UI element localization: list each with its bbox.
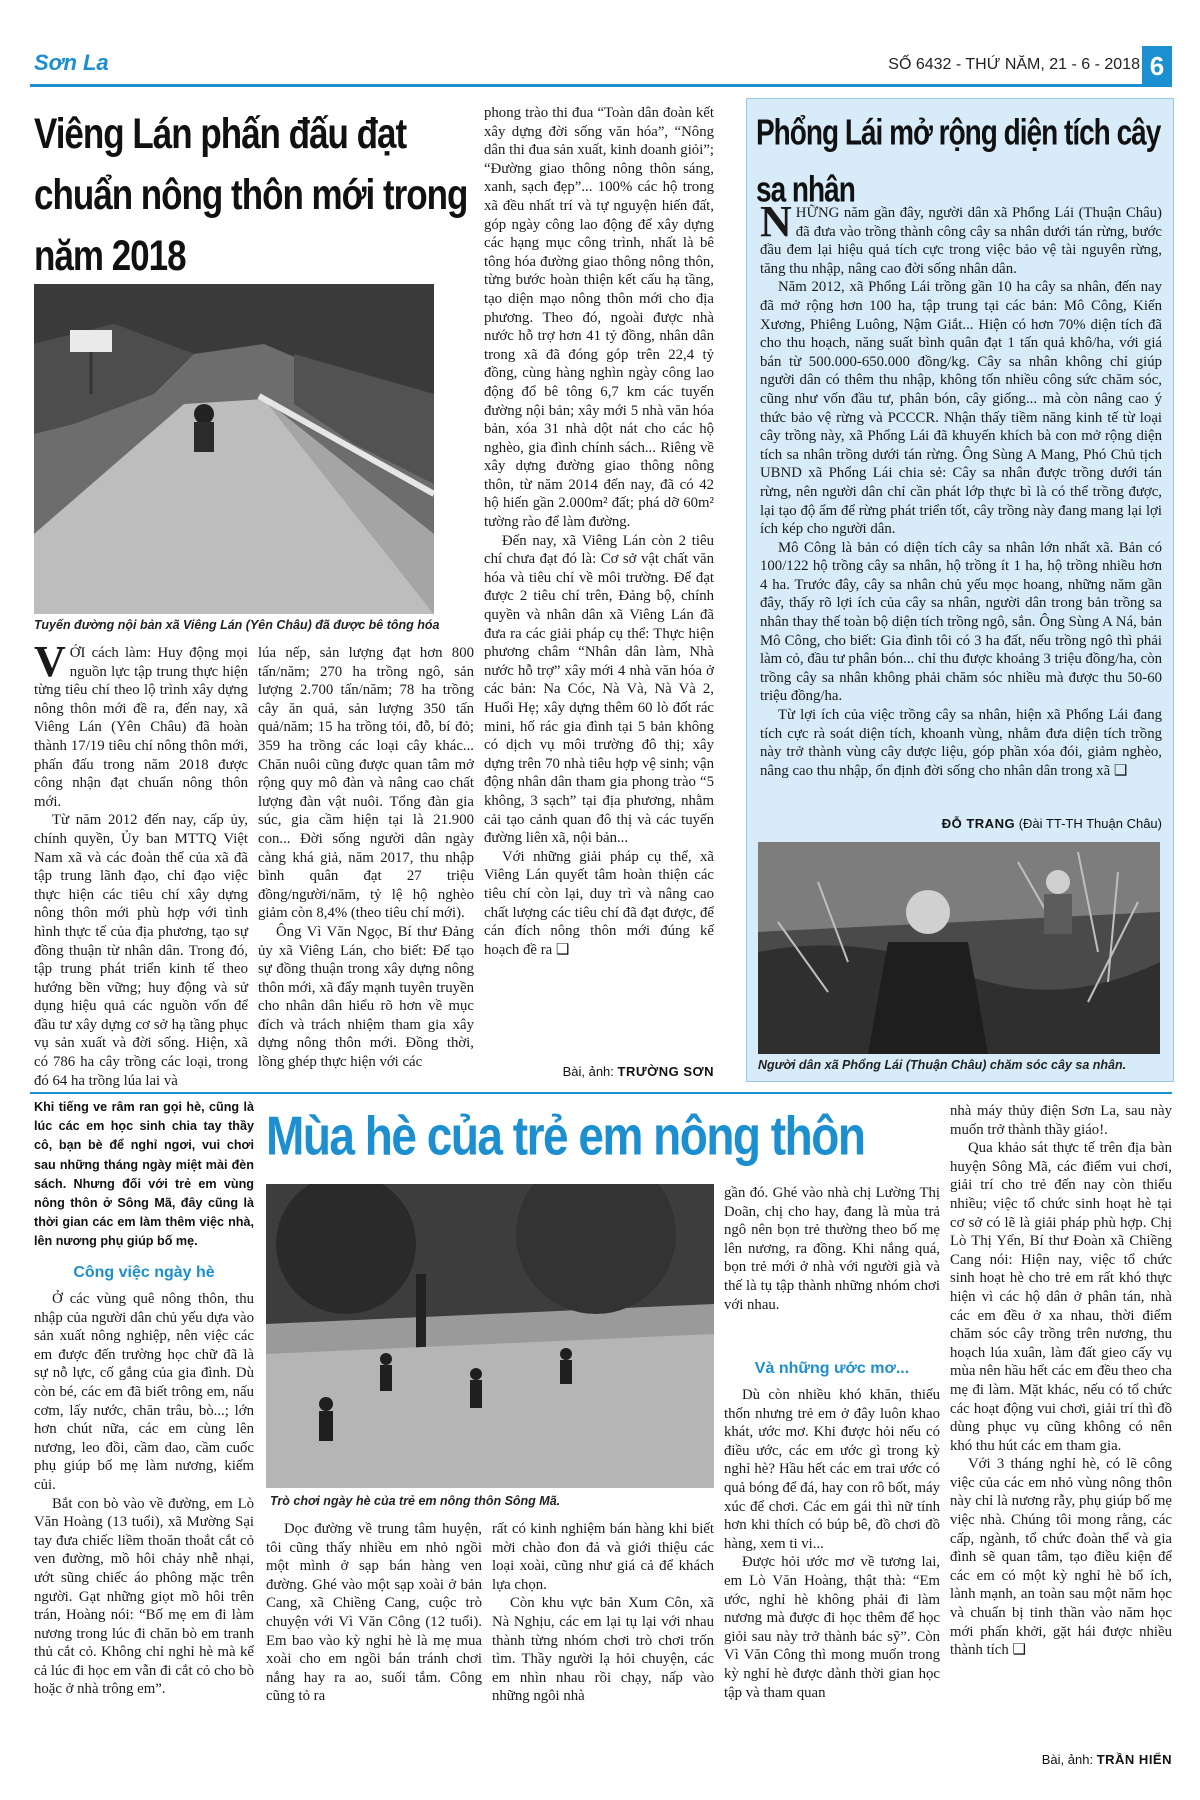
article3-column-3 xyxy=(492,1520,714,1706)
byline-prefix: Bài, ảnh: xyxy=(1041,1752,1094,1767)
article1-column-1 xyxy=(34,637,248,1090)
article3-column-2 xyxy=(266,1520,482,1706)
article3-title: Mùa hè của trẻ em nông thôn xyxy=(266,1104,865,1167)
article3-paragraph: Với 3 tháng nghỉ hè, có lẽ công việc của các em nhỏ vùng nông thôn này chỉ là nương rẫy, phụ giúp bố mẹ việc nhà. Chúng tôi mong rằng, các cấp, ngành, tổ chức đoàn thể và gia đình sẽ quan tâm, tạo điều kiện để các em có một kỳ nghỉ hè bổ ích, lành mạnh, an toàn sau một năm học và chuẩn bị tinh thần vào năm học mới phấn khởi, gặt hái được nhiều thành tích ❑ xyxy=(950,1456,1172,1659)
byline-author: TRƯỜNG SƠN xyxy=(617,1064,714,1079)
article2-byline xyxy=(760,816,1162,831)
article2-photo-caption: Người dân xã Phổng Lái (Thuận Châu) chăm sóc cây sa nhân. xyxy=(758,1058,1127,1072)
article3-paragraph: Dù còn nhiều khó khăn, thiếu thốn nhưng trẻ em ở đây luôn khao khát, ước mơ. Khi được hỏi nếu có điều ước, các em ước gì trong kỳ nghỉ hè? Hầu hết các em trai ước có quả bóng để đá, hay con rô bốt, máy xúc để chơi. Các em gái thì nữ tính hơn khi thích có búp bê, đồ chơi đồ hàng, xem ti vi... xyxy=(724,1387,940,1552)
article1-paragraph: Ông Vì Văn Ngọc, Bí thư Đảng ủy xã Viêng Lán, cho biết: Để tạo sự đồng thuận trong xây dựng nông thôn mới, xã đẩy mạnh tuyên truyền cho nhân dân hiểu rõ hơn về mục đích và trách nhiệm tham gia xây dựng nông thôn mới. Đồng thời, lồng ghép thực hiện với các xyxy=(258,923,474,1071)
article3-column-1 xyxy=(34,1290,254,1699)
section-separator xyxy=(30,1092,1172,1094)
article2-title: Phổng Lái mở rộng diện tích cây sa nhân xyxy=(756,111,1161,210)
byline-author: TRẦN HIỂN xyxy=(1096,1752,1172,1767)
article2-paragraph: NHỮNG năm gần đây, người dân xã Phổng Lái (Thuận Châu) đã đưa vào trồng thành công cây sa nhân dưới tán rừng, bước đầu đem lại hiệu quả tích cực trong việc bảo vệ tài nguyên rừng, tăng thu nhập, nâng cao đời sống nhân dân. xyxy=(760,197,1162,277)
article3-photo-caption: Trò chơi ngày hè của trẻ em nông thôn Sông Mã. xyxy=(270,1494,561,1508)
section-name: Sơn La xyxy=(34,50,109,75)
article3-paragraph: Ở các vùng quê nông thôn, thu nhập của người dân chủ yếu dựa vào sản xuất nông nghiệp, nên việc các em được đến trường học chữ đã là sự nỗ lực, cố gắng của gia đình. Dù còn bé, các em đã biết trông em, nấu cơm, lấy nước, chăn trâu, bò...; lớn hơn chút nữa, các em cùng lên nương, leo đồi, cầm dao, cầm cuốc phụ giúp bố mẹ làm nương, kiếm củi. xyxy=(34,1291,254,1493)
article3-paragraph: gần đó. Ghé vào nhà chị Lường Thị Doãn, chị cho hay, đang là mùa trả ngô nên bọn trẻ thường theo bố mẹ lên nương, ra đồng. Khi nắng quá, bọn trẻ mới ở nhà với người già và thế là tụ tập thành những nhóm chơi với nhau. xyxy=(724,1185,940,1313)
article3-paragraph: nhà máy thủy điện Sơn La, sau này muốn trở thành thầy giáo!. xyxy=(950,1103,1172,1138)
article1-paragraph: lúa nếp, sản lượng đạt hơn 800 tấn/năm; 270 ha trồng ngô, sản lượng 2.700 tấn/năm; 78 ha trồng cây ăn quả, sản lượng 350 tấn quả/năm; 15 ha trồng tỏi, đỗ, bí đỏ; 359 ha trồng các loại cây khác... Chăn nuôi cũng được quan tâm mở rộng quy mô đàn và nâng cao chất lượng đàn vật nuôi. Tổng đàn gia súc, gia cầm hiện tại là 21.900 con... Đời sống người dân ngày càng khá giả, năm 2017, thu nhập bình quân đạt 27 triệu đồng/người/năm, tỷ lệ hộ nghèo giảm còn 8,4% (theo tiêu chí mới). xyxy=(258,645,474,922)
byline-org: (Đài TT-TH Thuận Châu) xyxy=(1018,816,1162,831)
article1-photo-caption: Tuyến đường nội bản xã Viêng Lán (Yên Châu) đã được bê tông hóa xyxy=(34,618,440,632)
article3-byline xyxy=(950,1752,1172,1767)
article3-paragraph: Dọc đường về trung tâm huyện, tôi cũng thấy nhiều em nhỏ ngồi một mình ở sạp bán hàng ven đường. Ghé vào một sạp xoài ở bản Cang, xã Chiềng Cang, cuộc trò chuyện với Vì Văn Công (12 tuổi). Em bao vào kỳ nghỉ hè là mẹ mua xoài cho em ngồi bán tránh chơi nắng hay ra ao, suối tắm. Công cũng tỏ ra xyxy=(266,1521,482,1705)
article3-column-4 xyxy=(724,1184,940,1314)
article1-title: Viêng Lán phấn đấu đạt chuẩn nông thôn mới trong năm 2018 xyxy=(34,110,468,280)
article3-column-4b xyxy=(724,1386,940,1702)
issue-date: SỐ 6432 - THỨ NĂM, 21 - 6 - 2018 xyxy=(888,56,1140,73)
article1-column-3 xyxy=(484,104,714,959)
article1-photo xyxy=(34,284,434,614)
article3-paragraph: Qua khảo sát thực tế trên địa bàn huyện Sông Mã, các điểm vui chơi, giải trí cho trẻ đến nay còn thiếu nhiều; việc tổ chức sinh hoạt hè tại cơ sở có lẽ là giải pháp phù hợp. Chị Lò Thị Yến, Bí thư Đoàn xã Chiềng Cang nói: Hiện nay, việc tổ chức sinh hoạt hè cho trẻ em rất khó thực hiện vì các hộ dân ở phân tán, nhà các em đều ở xa nhau, thời điểm chăm sóc cây trồng trên nương, thu hoạch lúa xuân, làm đất gieo cấy vụ mùa nên hầu hết các em đều theo cha mẹ đi làm. Mặt khác, nếu có tổ chức các hoạt động vui chơi, giải trí thì đồ dùng phục vụ cũng không có nên khó thu hút các em tham gia. xyxy=(950,1140,1172,1454)
article1-paragraph: phong trào thi đua “Toàn dân đoàn kết xây dựng đời sống văn hóa”, “Nông dân thi đua sản xuất, kinh doanh giỏi”; “Đường giao thông nông thôn sáng, xanh, sạch đẹp”... 100% các hộ trong xã đều nhất trí và tự nguyện hiến đất, góp ngày công lao động để xây dựng các hạng mục công trình, nhất là bê tông hóa đường giao thông nông thôn, từng bước hoàn thiện kết cấu hạ tầng, tạo diện mạo nông thôn mới cho địa phương. Theo đó, ngoài được nhà nước hỗ trợ hơn 41 tỷ đồng, nhân dân trong xã đã đóng góp trên 22,4 tỷ đồng, cùng hàng nghìn ngày công lao động đổ bê tông 6,7 km các tuyến đường nội bản; xây mới 5 nhà văn hóa bản, xóa 31 nhà dột nát cho các hộ nghèo, gia đình chính sách... Riêng về xây dựng đường giao thông nông thôn, từ năm 2014 đến nay, đã có 42 hộ hiến gần 2.000m² đất; phá dỡ 60m² tường rào để làm đường. xyxy=(484,105,714,531)
article3-subhead-work: Công việc ngày hè xyxy=(73,1264,215,1281)
article1-column-2 xyxy=(258,644,474,1072)
article3-paragraph: Được hỏi ước mơ về tương lai, em Lò Văn Hoàng, thật thà: “Em ước, nghỉ hè không phải đi làm nương mà được đi học thêm để học giỏi sau này trở thành bác sỹ”. Còn Vì Văn Công thì mong muốn trong kỳ nghỉ hè được dành thời gian học tập và tham quan xyxy=(724,1554,940,1701)
article1-paragraph: VỚI cách làm: Huy động mọi nguồn lực tập trung thực hiện từng tiêu chí theo lộ trình xây dựng nông thôn mới đề ra, đến nay, xã Viêng Lán (Yên Châu) đã hoàn thành 17/19 tiêu chí nông thôn mới, phấn đấu trong năm 2018 được công nhận đạt chuẩn nông thôn mới. xyxy=(34,637,248,810)
article3-paragraph: rất có kinh nghiệm bán hàng khi biết mời chào đon đả và giới thiệu các loại xoài, cũng như giá cả để khách lựa chọn. xyxy=(492,1521,714,1593)
article3-paragraph: Bắt con bò vào về đường, em Lò Văn Hoàng (13 tuổi), xã Mường Sại tay đưa chiếc liềm thoăn thoắt cắt cỏ ven đường, mồ hôi chảy nhễ nhại, ướt sũng chiếc áo phông mặc trên người. Gạt những giọt mồ hôi trên trán, Hoàng nói: “Bố mẹ em đi làm nương trong lúc đi chăn bò em tranh thủ cắt cỏ. Không chỉ nghỉ hè mà kể cả lúc đi học em vẫn đi cắt cỏ cho bò hoặc ở nhà trông em”. xyxy=(34,1495,254,1698)
article2-paragraph: Năm 2012, xã Phổng Lái trồng gần 10 ha cây sa nhân, đến nay đã mở rộng hơn 100 ha, tập trung tại các bản: Mô Công, Kiến Xương, Phiêng Luông, Nậm Giắt... Hiện có hơn 70% diện tích đã cho thu hoạch, năng suất bình quân đạt 1 tấn quả khô/ha, với giá bán từ 500.000-650.000 đồng/kg. Cây sa nhân không chỉ giúp người dân có thêm thu nhập, không tốn nhiều công sức chăm sóc, cũng như vốn đầu tư, phân bón, cây giống... mà còn nâng cao ý thức bảo vệ rừng và PCCCR. Nhận thấy tiềm năng kinh tế từ loại cây trồng này, xã Phổng Lái đã khuyến khích bà con mở rộng diện tích sa nhân trồng dưới tán rừng. Ông Sùng A Mang, Phó Chủ tịch UBND xã Phổng Lái chia sẻ: Cây sa nhân được trồng dưới tán rừng, nên người dân chỉ cần phát lớp thực bì là có thể trồng được, lại tạo độ ẩm để rừng phát triển tốt, cây trồng này đang mang lại lợi ích kép cho người dân. xyxy=(760,279,1162,538)
article3-column-5 xyxy=(950,1102,1172,1660)
article3-photo xyxy=(266,1184,714,1488)
article2-photo xyxy=(758,842,1160,1054)
article2-body xyxy=(760,197,1162,780)
article3-subhead-dreams: Và những ước mơ... xyxy=(754,1360,910,1377)
page-number: 6 xyxy=(1142,46,1172,86)
header-rule xyxy=(30,84,1172,87)
article3-paragraph: Còn khu vực bản Xum Côn, xã Nà Nghịu, các em lại tụ lại với nhau thành từng nhóm chơi trò chơi trốn tìm. Thầy người lạ hỏi chuyện, các em nhìn nhau rồi chạy, nấp vào những ngôi nhà xyxy=(492,1595,714,1705)
article2-paragraph: Từ lợi ích của việc trồng cây sa nhân, hiện xã Phổng Lái đang tích cực rà soát diện tích, khoanh vùng, nhằm đưa diện tích trồng này trở thành vùng cây dược liệu, góp phần xóa đói, giảm nghèo, nâng cao thu nhập, ổn định đời sống cho nhân dân trong xã ❑ xyxy=(760,707,1162,779)
article2-paragraph: Mô Công là bản có diện tích cây sa nhân lớn nhất xã. Bản có 100/122 hộ trồng cây sa nhân, hộ trồng ít 1 ha, hộ trồng nhiều hơn 4 ha. Trước đây, cây sa nhân chủ yếu mọc hoang, những năm gần đây, thấy rõ lợi ích của cây sa nhân, người dân trong bản trồng sa nhân thay thế toàn bộ diện tích trồng ngô, sắn. Ông Sùng A Ná, bản Mô Công, cho biết: Gia đình tôi có 3 ha đất, nếu trồng ngô thì phải làm cỏ, đầu tư phân bón... chỉ thu được khoảng 3 triệu đồng/ha, còn trồng cây sa nhân không phải chăm sóc nhiều mà được thu 50-60 triệu đồng/ha. xyxy=(760,539,1162,705)
byline-author: ĐỖ TRANG xyxy=(941,816,1016,831)
article3-lead: Khi tiếng ve râm ran gọi hè, cũng là lúc các em học sinh chia tay thầy cô, bạn bè để nghỉ ngơi, vui chơi sau những tháng ngày miệt mài đèn sách. Nhưng đối với trẻ em vùng nông thôn ở Sông Mã, đây cũng là thời gian các em làm thêm việc nhà, lên nương phụ giúp bố mẹ. xyxy=(34,1100,254,1249)
article1-byline xyxy=(484,1064,714,1079)
article1-paragraph: Từ năm 2012 đến nay, cấp ủy, chính quyền, Ủy ban MTTQ Việt Nam xã và các đoàn thể của xã đã tập trung lãnh đạo, chỉ đạo việc thực hiện các tiêu chí xây dựng nông thôn mới phù hợp với tình hình thực tế của địa phương, tạo sự đồng thuận từ nhân dân. Trong đó, tập trung phát triển kinh tế theo hướng bền vững; huy động và sử dụng hiệu quả các nguồn vốn để đầu tư xây dựng cơ sở hạ tầng phục vụ sản xuất và đời sống. Hiện, xã có 786 ha cây trồng các loại, trong đó 64 ha trồng lúa lai và xyxy=(34,812,248,1089)
article1-paragraph: Đến nay, xã Viêng Lán còn 2 tiêu chí chưa đạt đó là: Cơ sở vật chất văn hóa và tiêu chí về môi trường. Để đạt được 2 tiêu chí trên, Đảng bộ, chính quyền và nhân dân xã Viêng Lán đã đưa ra các giải pháp cụ thể: Thực hiện phương châm “Nhân dân làm, Nhà nước hỗ trợ” xây mới 4 nhà văn hóa ở các bản: Na Cóc, Nà Và, Nà Và 2, Huổi Hẹ; xây dựng thêm 60 lò đốt rác mini, hố rác gia đình tại 5 bản không có dịch vụ môi trường đô thị; xây dựng trên 70 nhà tiêu hợp vệ sinh; vận động nhân dân tham gia phong trào “5 không, 3 sạch” tại địa phương, nhằm cải tạo cảnh quan đô thị và các tuyến đường liên xã, nội bản... xyxy=(484,532,714,847)
article1-paragraph: Với những giải pháp cụ thể, xã Viêng Lán quyết tâm hoàn thiện các tiêu chí còn lại, duy trì và nâng cao chất lượng các tiêu chí đã đạt được, để cán đích nông thôn mới đúng kế hoạch đề ra ❑ xyxy=(484,848,714,958)
byline-prefix: Bài, ảnh: xyxy=(562,1064,614,1079)
